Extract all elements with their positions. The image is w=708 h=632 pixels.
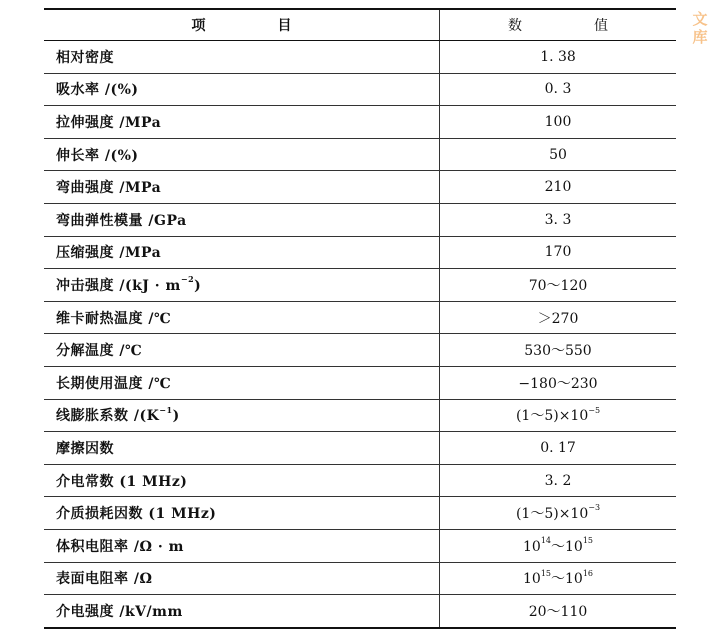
property-label: 表面电阻率 /Ω — [56, 571, 153, 588]
table-row — [44, 595, 676, 629]
watermark: 文库 — [692, 10, 708, 46]
properties-table — [44, 8, 676, 629]
value-text: 170 — [544, 244, 572, 261]
property-label: 冲击强度 /(kJ · m — [56, 277, 181, 294]
header-item-char-1: 项 — [191, 18, 206, 34]
value-text: 3. 3 — [544, 211, 572, 228]
table-row — [44, 171, 676, 204]
property-value — [439, 465, 676, 497]
table-row — [44, 74, 676, 107]
property-label: 介质损耗因数 (1 MHz) — [56, 506, 217, 523]
property-label: 线膨胀系数 /(K — [56, 408, 160, 425]
property-name — [44, 177, 439, 197]
table-row — [44, 465, 676, 498]
property-value — [439, 171, 676, 203]
value-text: 530～550 — [524, 343, 592, 360]
value-text: (1～5)×10 — [515, 408, 589, 425]
value-text: 210 — [544, 179, 572, 196]
property-name — [44, 471, 439, 491]
property-name — [44, 79, 439, 99]
property-name — [44, 242, 439, 262]
property-value — [439, 334, 676, 366]
header-value-char-2: 值 — [594, 18, 608, 34]
property-name — [44, 145, 439, 165]
property-name — [44, 373, 439, 393]
value-text: 0. 17 — [540, 439, 576, 456]
value-text: ＞270 — [537, 310, 579, 327]
property-superscript: −1 — [159, 404, 173, 415]
property-label: 拉伸强度 /MPa — [56, 114, 162, 131]
property-label: 体积电阻率 /Ω · m — [56, 538, 184, 555]
value-text: 20～110 — [528, 603, 588, 620]
property-name — [44, 568, 439, 588]
header-item — [44, 15, 439, 35]
property-label: 相对密度 — [56, 49, 114, 66]
property-value — [439, 302, 676, 334]
property-value — [439, 74, 676, 106]
property-name — [44, 47, 439, 67]
table-row — [44, 530, 676, 563]
property-name — [44, 308, 439, 328]
property-value — [439, 41, 676, 73]
property-name — [44, 405, 439, 425]
property-value — [439, 432, 676, 464]
property-label: 弯曲弹性模量 /GPa — [56, 212, 187, 229]
value-text: 0. 3 — [544, 81, 572, 98]
property-value — [439, 237, 676, 269]
property-label-tail: ) — [172, 408, 180, 425]
value-superscript: −5 — [588, 405, 601, 415]
table-row — [44, 400, 676, 433]
property-value — [439, 595, 676, 627]
value-text: 1. 38 — [540, 48, 576, 65]
property-value — [439, 139, 676, 171]
property-name — [44, 340, 439, 360]
property-name — [44, 503, 439, 523]
table-row — [44, 302, 676, 335]
header-value — [439, 10, 676, 40]
table-row — [44, 204, 676, 237]
value-text: (1～5)×10 — [515, 506, 589, 523]
property-label: 长期使用温度 /℃ — [56, 375, 172, 392]
property-label: 吸水率 /(%) — [56, 82, 139, 99]
table-body — [44, 41, 676, 629]
property-label: 伸长率 /(%) — [56, 147, 139, 164]
property-label: 维卡耐热温度 /℃ — [56, 310, 172, 327]
value-text: 10 — [522, 538, 541, 555]
table-header-row — [44, 10, 676, 41]
property-value — [439, 563, 676, 595]
value-text: 100 — [544, 113, 572, 130]
value-text-mid: ～10 — [551, 571, 583, 588]
property-value — [439, 530, 676, 562]
table-row — [44, 41, 676, 74]
value-superscript: 15 — [540, 568, 551, 578]
property-label: 分解温度 /℃ — [56, 343, 143, 360]
value-text: 70～120 — [528, 277, 588, 294]
table-row — [44, 497, 676, 530]
table-row — [44, 269, 676, 302]
table-row — [44, 106, 676, 139]
property-value — [439, 106, 676, 138]
value-text-mid: ～10 — [551, 538, 583, 555]
property-superscript: −2 — [180, 274, 195, 285]
table-row — [44, 139, 676, 172]
table-row — [44, 237, 676, 270]
property-label: 压缩强度 /MPa — [56, 245, 162, 262]
property-label-tail: ) — [194, 277, 202, 294]
property-label: 介电强度 /kV/mm — [56, 603, 183, 620]
property-name — [44, 210, 439, 230]
property-name — [44, 438, 439, 458]
table-row — [44, 334, 676, 367]
property-value — [439, 269, 676, 301]
header-item-char-2: 目 — [277, 18, 292, 34]
property-name — [44, 112, 439, 132]
table-row — [44, 563, 676, 596]
property-label: 弯曲强度 /MPa — [56, 180, 162, 197]
value-text: 10 — [522, 571, 541, 588]
value-text: 3. 2 — [544, 472, 572, 489]
value-superscript-2: 16 — [582, 568, 594, 578]
value-superscript: 14 — [540, 536, 551, 546]
value-text: 50 — [549, 146, 567, 163]
property-name — [44, 601, 439, 621]
table-row — [44, 432, 676, 465]
property-value — [439, 367, 676, 399]
property-name — [44, 275, 439, 295]
property-label: 摩擦因数 — [56, 440, 114, 457]
table-row — [44, 367, 676, 400]
property-value — [439, 204, 676, 236]
property-value — [439, 400, 676, 432]
property-name — [44, 536, 439, 556]
property-value — [439, 497, 676, 529]
value-text: −180～230 — [518, 375, 598, 392]
header-value-char-1: 数 — [508, 18, 522, 34]
value-superscript: −3 — [588, 503, 601, 513]
value-superscript-2: 15 — [582, 536, 594, 546]
property-label: 介电常数 (1 MHz) — [56, 473, 188, 490]
